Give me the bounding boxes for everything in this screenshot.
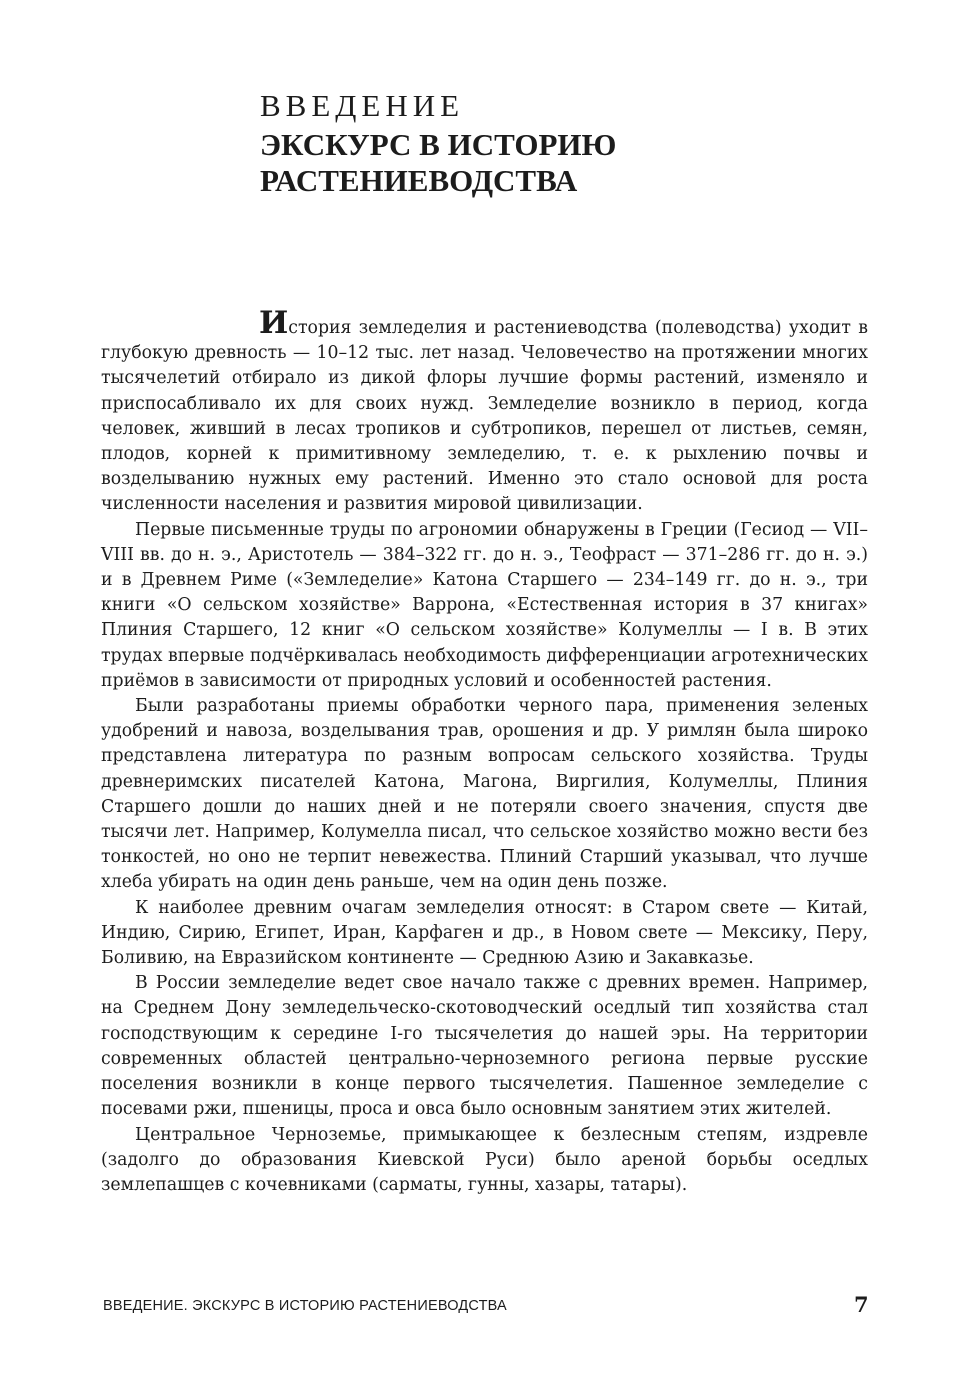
chapter-title [260,127,616,199]
running-footer: ВВЕДЕНИЕ. ЭКСКУРС В ИСТОРИЮ РАСТЕНИЕВОДСТВА [103,1298,507,1314]
body-text [101,305,868,1198]
chapter-label: ВВЕДЕНИЕ [260,88,465,123]
chapter-title-line-1: ЭКСКУРС В ИСТОРИЮ [260,127,617,162]
paragraph-5: В России земледелие ведет свое начало также с древних времен. Например, на Среднем Дону земледельческо-скотоводческий оседлый тип хозяйства стал господствующим к середине I-го тысячелетия до нашей эры. На территории современных областей центрально-черноземного региона первые русские поселения возникли в конце первого тысячелетия. Пашенное земледелие с посевами ржи, пшеницы, проса и овса было основным занятием этих жителей. [101,973,868,1120]
chapter-title-line-2: РАСТЕНИЕВОДСТВА [260,163,578,198]
paragraph-1 [101,305,868,518]
paragraph-1-text: стория земледелия и растениеводства (полеводства) уходит в глубокую древность — 10–12 тыс. лет назад. Человечество на протяжении многих тысячелетий отбирало из дикой флоры лучшие формы растений, изменяло и приспосабливало их для своих нужд. Земледелие возникло в период, когда человек, живший в лесах тропиков и субтропиков, перешел от листьев, семян, плодов, корней к примитивному земледелию, т. е. к рыхлению почвы и возделыванию нужных ему растений. Именно это стало основой для роста численности населения и развития мировой цивилизации. [101,318,868,515]
drop-initial: И [259,305,289,341]
page-number: 7 [854,1292,869,1317]
paragraph-2: Первые письменные труды по агрономии обнаружены в Греции (Гесиод — VII–VIII вв. до н. э., Аристотель — 384–322 гг. до н. э., Теофраст — 371–286 гг. до н. э.) и в Древнем Риме («Земледелие» Катона Старшего — 234–149 гг. до н. э., три книги «О сельском хозяйстве» Варрона, «Естественная история в 37 книгах» Плиния Старшего, 12 книг «О сельском хозяйстве» Колумеллы — I в. В этих трудах впервые подчёркивалась необходимость дифференциации агротехнических приёмов в зависимости от природных условий и особенностей растения. [101,519,868,691]
paragraph-3: Были разработаны приемы обработки черного пара, применения зеленых удобрений и навоза, возделывания трав, орошения и др. У римлян была широко представлена литература по разным вопросам сельского хозяйства. Труды древнеримских писателей Катона, Магона, Виргилия, Колумеллы, Плиния Старшего дошли до наших дней и не потеряли своего значения, спустя две тысячи лет. Например, Колумелла писал, что сельское хозяйство можно вести без тонкостей, но оно не терпит невежества. Плиний Старший указывал, что лучше хлеба убирать на один день раньше, чем на один день позже. [101,696,868,893]
paragraph-4: К наиболее древним очагам земледелия относят: в Старом свете — Китай, Индию, Сирию, Египет, Иран, Карфаген и др., в Новом свете — Мексику, Перу, Боливию, на Евразийском континенте — Среднюю Азию и Закавказье. [101,897,868,969]
paragraph-6: Центральное Черноземье, примыкающее к безлесным степям, издревле (задолго до образования Киевской Руси) было ареной борьбы оседлых землепашцев с кочевниками (сарматы, гунны, хазары, татары). [101,1124,868,1195]
